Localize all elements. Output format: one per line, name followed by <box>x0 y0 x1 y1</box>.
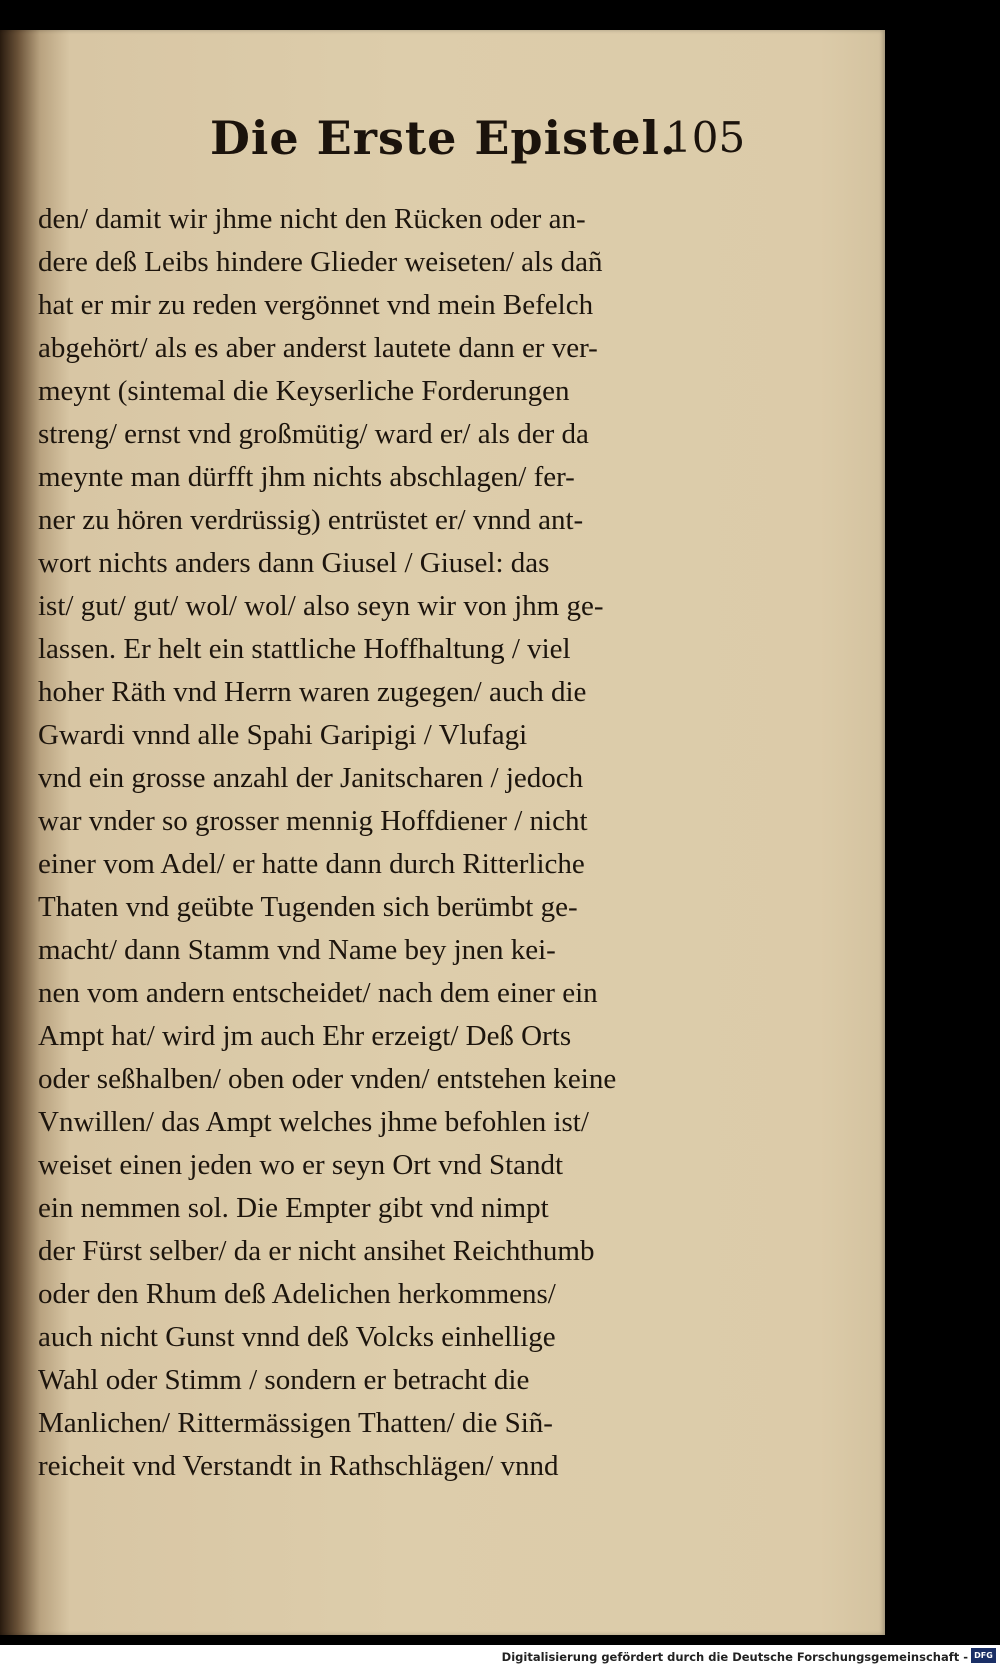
text-line: den/ damit wir jhme nicht den Rücken oder an- <box>38 203 586 235</box>
running-title: Die Erste Epistel. <box>210 111 677 165</box>
text-line: Wahl oder Stimm / sondern er betracht die <box>38 1364 530 1396</box>
text-line: weiset einen jeden wo er seyn Ort vnd Standt <box>38 1149 564 1181</box>
text-line: Thaten vnd geübte Tugenden sich berümbt ge- <box>38 891 578 923</box>
text-line: oder den Rhum deß Adelichen herkommens/ <box>38 1278 556 1310</box>
text-line: Vnwillen/ das Ampt welches jhme befohlen ist/ <box>38 1106 589 1138</box>
text-line: hoher Räth vnd Herrn waren zugegen/ auch die <box>38 676 587 708</box>
text-line: dere deß Leibs hindere Glieder weiseten/ als dañ <box>38 246 603 278</box>
text-line: vnd ein grosse anzahl der Janitscharen / jedoch <box>38 762 584 794</box>
body-text <box>38 198 728 1488</box>
text-line: streng/ ernst vnd großmütig/ ward er/ als der da <box>38 418 589 450</box>
text-line: reicheit vnd Verstandt in Rathschlägen/ vnnd <box>38 1450 559 1482</box>
book-page <box>0 30 885 1635</box>
text-line: der Fürst selber/ da er nicht ansihet Reichthumb <box>38 1235 595 1267</box>
funding-credit: Digitalisierung gefördert durch die Deutsche Forschungsgemeinschaft - <box>501 1650 968 1664</box>
text-line: nen vom andern entscheidet/ nach dem einer ein <box>38 977 598 1009</box>
text-line: Gwardi vnnd alle Spahi Garipigi / Vlufagi <box>38 719 528 751</box>
dfg-logo-icon: DFG <box>971 1648 996 1663</box>
page-number: 105 <box>665 113 746 162</box>
text-line: abgehört/ als es aber anderst lautete dann er ver- <box>38 332 598 364</box>
text-line: Ampt hat/ wird jm auch Ehr erzeigt/ Deß Orts <box>38 1020 572 1052</box>
text-line: ein nemmen sol. Die Empter gibt vnd nimpt <box>38 1192 549 1224</box>
text-line: wort nichts anders dann Giusel / Giusel: das <box>38 547 550 579</box>
text-line: ner zu hören verdrüssig) entrüstet er/ vnnd ant- <box>38 504 584 536</box>
text-line: meynte man dürfft jhm nichts abschlagen/ fer- <box>38 461 575 493</box>
footer-bar <box>0 1645 1000 1670</box>
text-line: oder seßhalben/ oben oder vnden/ entstehen keine <box>38 1063 617 1095</box>
text-line: lassen. Er helt ein stattliche Hoffhaltung / viel <box>38 633 571 665</box>
text-line: macht/ dann Stamm vnd Name bey jnen kei- <box>38 934 556 966</box>
text-line: Manlichen/ Rittermässigen Thatten/ die Siñ- <box>38 1407 553 1439</box>
text-line: auch nicht Gunst vnnd deß Volcks einhellige <box>38 1321 556 1353</box>
text-line: hat er mir zu reden vergönnet vnd mein Befelch <box>38 289 594 321</box>
page-header <box>0 105 885 175</box>
text-line: einer vom Adel/ er hatte dann durch Ritterliche <box>38 848 585 880</box>
text-line: meynt (sintemal die Keyserliche Forderungen <box>38 375 570 407</box>
text-line: war vnder so grosser mennig Hoffdiener / nicht <box>38 805 588 837</box>
text-line: ist/ gut/ gut/ wol/ wol/ also seyn wir von jhm ge- <box>38 590 604 622</box>
